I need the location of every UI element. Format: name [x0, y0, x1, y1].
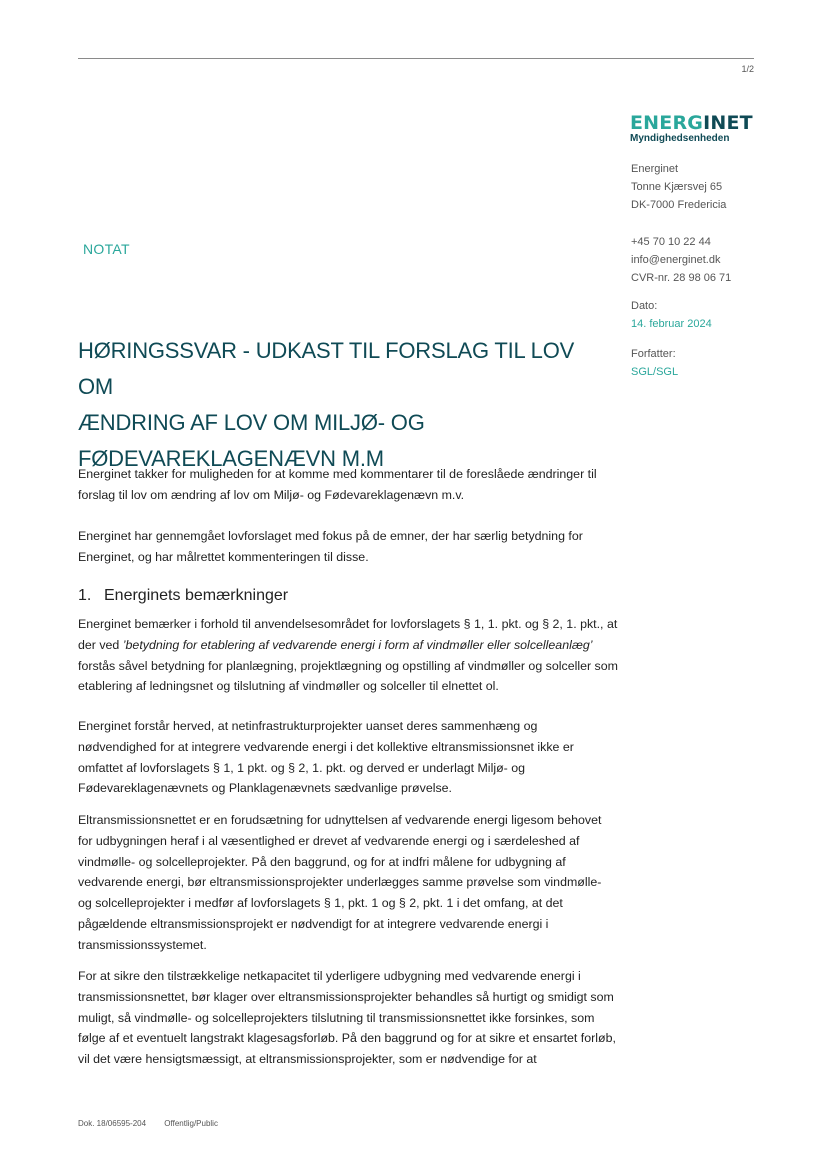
energinet-logo — [630, 113, 753, 144]
logo-subtitle: Myndighedsenheden — [630, 133, 730, 144]
section-paragraph-2: Energinet forstår herved, at netinfrastrukturprojekter uanset deres sammenhæng og nødvendighed for at integrere vedvarende energi i det kollektive eltransmissionsnet ikke er omfattet af lovforslagets § 1, 1 pkt. og § 2, 1. pkt. og derved er underlagt Miljø- og Fødevareklagenævnets og Planklagenævnets sædvanlige prøvelse. — [78, 719, 574, 796]
date-label: Dato: — [631, 300, 658, 312]
contact-cvr: CVR-nr. 28 98 06 71 — [631, 272, 732, 284]
page-footer — [78, 1119, 234, 1128]
page-number: 1/2 — [741, 64, 754, 74]
contact-email: info@energinet.dk — [631, 254, 721, 266]
intro-paragraph-1: Energinet takker for muligheden for at komme med kommentarer til de foreslåede ændringer til forslag til lov om ændring af lov om Miljø- og Fødevareklagenævn m.v. — [78, 467, 597, 502]
section-heading — [78, 587, 288, 605]
paragraph-text: forstås såvel betydning for planlægning, projektlægning og opstilling af vindmøller og solceller som etablering af ledningsnet og tilslutning af vindmøller og solceller til elnettet ol. — [78, 658, 618, 694]
sidebar-contact — [631, 233, 731, 287]
logo-part-2: INET — [703, 112, 753, 134]
section-number: 1. — [78, 587, 92, 604]
paragraph-text: Energinet bemærker i forhold til anvendelsesområdet for lovforslagets § 1, 1. pkt. og § 2, 1. pkt., at der ved — [78, 617, 618, 652]
sidebar-date — [631, 297, 712, 333]
section-paragraph-3: Eltransmissionsnettet er en forudsætning for udnyttelsen af vedvarende energi ligesom behovet for udbygningen heraf i al væsentlighed er drevet af vedvarende energi og i særdeleshed af vindmølle- og solcelleprojekter. På den baggrund, og for at indfri målene for udbygning af vedvarende energi, bør eltransmissionsprojekter underlægges samme prøvelse som vindmølle- og solcelleprojekter i medfør af lovforslagets § 1, pkt. 1 og § 2, pkt. 1 i det omfang, at det pågældende eltransmissionsprojekt er nødvendigt for at integrere vedvarende energi i transmissionssystemet. — [78, 813, 602, 952]
address-line: Tonne Kjærsvej 65 — [631, 181, 723, 193]
title-line: HØRINGSSVAR - UDKAST TIL FORSLAG TIL LOV OM — [78, 338, 575, 399]
title-line: FØDEVAREKLAGENÆVN M.M — [78, 446, 384, 471]
logo-wordmark — [630, 113, 753, 133]
section-paragraph-4: For at sikre den tilstrækkelige netkapacitet til yderligere udbygning med vedvarende energi i transmissionsnettet, bør klager over eltransmissionsprojekter behandles så hurtigt og smidigt som muligt, så vindmølle- og solcelleprojekters tilslutning til transmissionsnettet ikke forsinkes, som følge af et eventuelt langstrakt klagesagsforløb. På den baggrund og for at sikre et ensartet forløb, vil det være hensigtsmæssigt, at eltransmissionsprojekter, som er nødvendige for at — [78, 969, 616, 1067]
date-value: 14. februar 2024 — [631, 318, 712, 330]
author-label: Forfatter: — [631, 348, 676, 360]
document-classification: Offentlig/Public — [164, 1119, 218, 1128]
sidebar-address — [631, 160, 726, 214]
sidebar-author — [631, 345, 678, 381]
section-title: Energinets bemærkninger — [104, 587, 289, 604]
document-number: Dok. 18/06595-204 — [78, 1119, 147, 1128]
header-rule — [78, 58, 754, 59]
document-type: NOTAT — [83, 241, 130, 257]
address-line: Energinet — [631, 163, 679, 175]
author-value: SGL/SGL — [631, 366, 679, 378]
document-title — [78, 333, 598, 477]
address-line: DK-7000 Fredericia — [631, 199, 727, 211]
intro-paragraph-2: Energinet har gennemgået lovforslaget med fokus på de emner, der har særlig betydning for Energinet, og har målrettet kommenteringen til disse. — [78, 529, 583, 564]
section-paragraph-1 — [78, 614, 618, 697]
contact-phone: +45 70 10 22 44 — [631, 236, 711, 248]
paragraph-quote: ’betydning for etablering af vedvarende energi i form af vindmøller eller solcelleanlæg’ — [122, 637, 593, 652]
logo-part-1: ENERG — [630, 112, 704, 134]
title-line: ÆNDRING AF LOV OM MILJØ- OG — [78, 410, 425, 435]
